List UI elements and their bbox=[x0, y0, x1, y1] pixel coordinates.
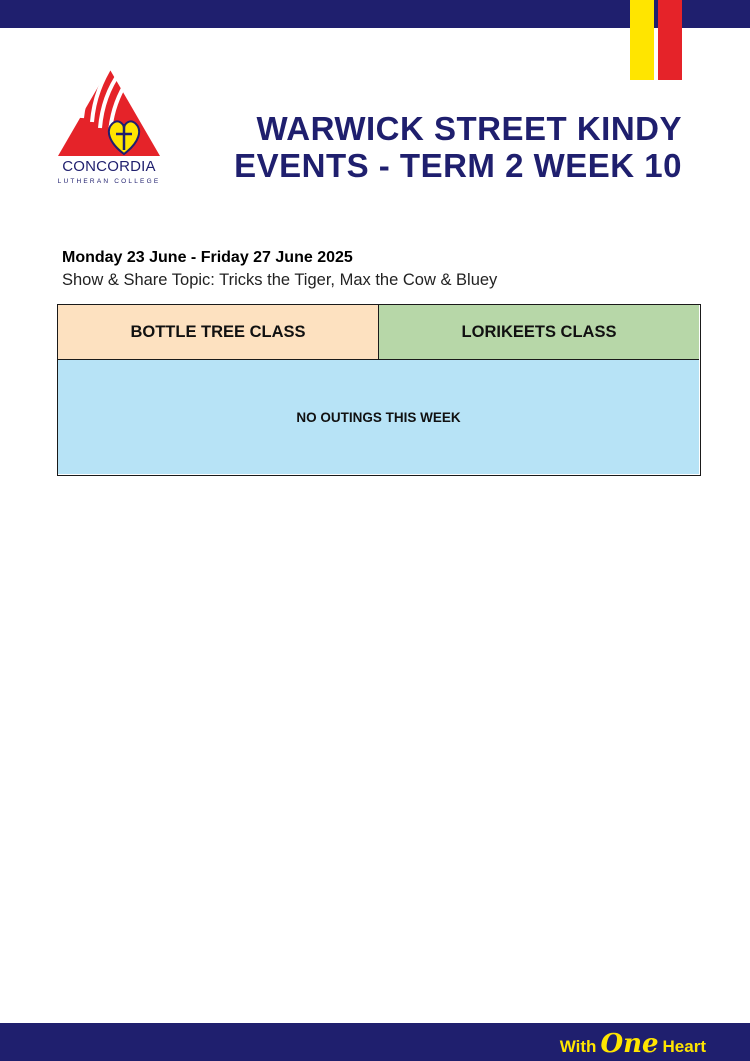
bottle-tree-class-header: BOTTLE TREE CLASS bbox=[58, 305, 379, 359]
tagline-with: With bbox=[559, 1037, 597, 1056]
tagline-one: One bbox=[600, 1029, 659, 1059]
events-table bbox=[57, 304, 701, 476]
logo-subtitle: LUTHERAN COLLEGE bbox=[57, 178, 161, 185]
events-body: NO OUTINGS THIS WEEK bbox=[58, 359, 699, 474]
yellow-stripe bbox=[630, 0, 654, 80]
tagline bbox=[560, 1029, 706, 1059]
page-title bbox=[234, 110, 682, 184]
red-stripe bbox=[658, 0, 682, 80]
logo-emblem-icon bbox=[54, 62, 164, 158]
title-line-1: WARWICK STREET KINDY bbox=[256, 110, 682, 147]
date-range: Monday 23 June - Friday 27 June 2025 bbox=[62, 249, 353, 266]
concordia-logo bbox=[54, 62, 164, 190]
title-line-2: EVENTS - TERM 2 WEEK 10 bbox=[234, 147, 682, 184]
lorikeets-class-header: LORIKEETS CLASS bbox=[379, 305, 699, 359]
logo-name: CONCORDIA bbox=[62, 158, 156, 175]
tagline-heart: Heart bbox=[662, 1037, 706, 1056]
show-share-topic: Show & Share Topic: Tricks the Tiger, Max the Cow & Bluey bbox=[62, 271, 498, 289]
